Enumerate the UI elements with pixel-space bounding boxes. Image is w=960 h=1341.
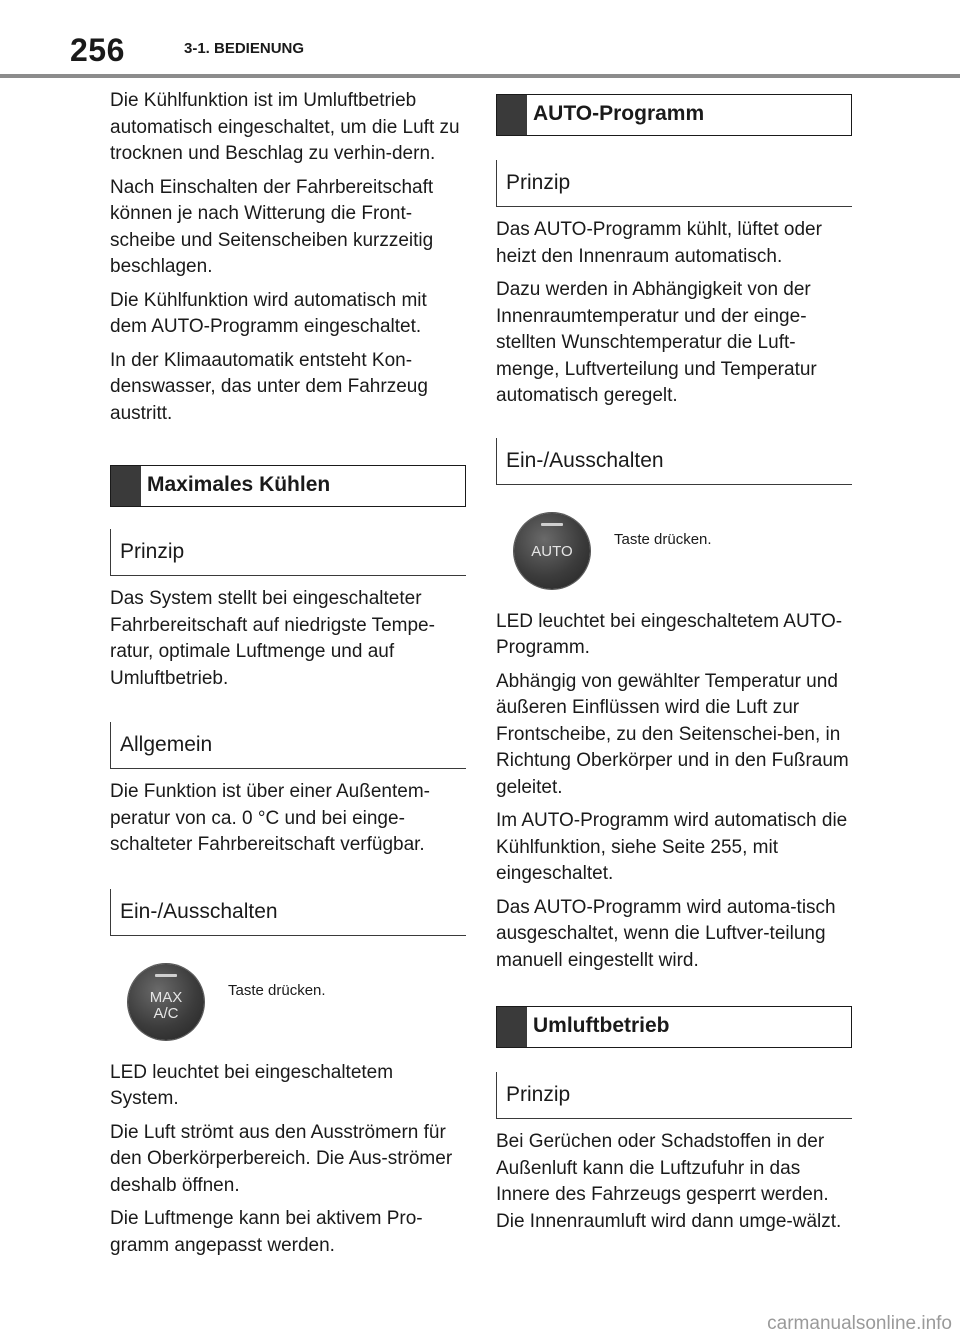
paragraph: Die Luftmenge kann bei aktivem Pro-gramm angepasst werden. xyxy=(110,1208,423,1256)
heading-bar xyxy=(497,1007,527,1047)
auto-button-icon xyxy=(514,513,590,589)
right-column xyxy=(496,88,852,1242)
subheading-block xyxy=(110,879,466,936)
watermark: carmanualsonline.info xyxy=(767,1313,952,1334)
subheading: Prinzip xyxy=(506,171,571,194)
subheading-block xyxy=(496,1062,852,1119)
heading-bar xyxy=(497,95,527,135)
heading-bar xyxy=(111,466,141,506)
button-caption: Taste drücken. xyxy=(228,981,326,999)
paragraph: In der Klimaautomatik entsteht Kon-denswasser, das unter dem Fahrzeug austritt. xyxy=(110,349,428,424)
section-heading-box xyxy=(496,1006,852,1048)
subheading: Ein-/Ausschalten xyxy=(506,448,664,472)
paragraph: Das AUTO-Programm wird automa-tisch ausgeschaltet, wenn die Luftver-teilung manuell eingestellt wird. xyxy=(496,896,836,971)
paragraph: LED leuchtet bei eingeschaltetem AUTO-Programm. xyxy=(496,610,843,658)
subheading-block xyxy=(496,428,852,485)
led-indicator xyxy=(541,523,563,526)
button-caption: Taste drücken. xyxy=(614,530,712,548)
subheading-rule xyxy=(110,889,111,935)
button-label: A/C xyxy=(153,1004,179,1022)
button-label: AUTO xyxy=(531,542,573,560)
button-illustration-row xyxy=(110,964,466,1054)
subheading-rule xyxy=(110,529,111,575)
paragraph: Bei Gerüchen oder Schadstoffen in der Außenluft kann die Luftzufuhr in das Innere des Fahrzeugs gesperrt werden. Die Innenraumluft wird dann umge-wälzt. xyxy=(496,1131,842,1232)
section-heading-box xyxy=(496,94,852,136)
subheading-block xyxy=(110,712,466,769)
subheading: Prinzip xyxy=(120,540,185,563)
paragraph: Die Luft strömt aus den Ausströmern für den Oberkörperbereich. Die Aus-strömer deshalb öffnen. xyxy=(110,1121,453,1196)
section-heading: Umluftbetrieb xyxy=(533,1014,670,1037)
subheading-rule xyxy=(496,438,497,484)
section-title: 3-1. BEDIENUNG xyxy=(184,40,305,57)
paragraph: Das AUTO-Programm kühlt, lüftet oder heizt den Innenraum automatisch. xyxy=(496,219,822,267)
paragraph: Dazu werden in Abhängigkeit von der Innenraumtemperatur und der einge-stellten Wunschtemperatur die Luft-menge, Luftverteilung und Temperatur automatisch geregelt. xyxy=(496,279,817,406)
page-header xyxy=(0,0,960,78)
paragraph: Die Funktion ist über einer Außentem-peratur von ca. 0 °C und bei einge-schalteter Fahrbereitschaft verfügbar. xyxy=(110,781,430,855)
paragraph: Nach Einschalten der Fahrbereitschaft können je nach Witterung die Front-scheibe und Seitenscheiben kurzzeitig beschlagen. xyxy=(110,176,434,277)
subheading: Ein-/Ausschalten xyxy=(120,899,278,923)
subheading-rule xyxy=(496,160,497,206)
led-indicator xyxy=(155,974,177,977)
paragraph: Die Kühlfunktion wird automatisch mit dem AUTO-Programm eingeschaltet. xyxy=(110,289,427,337)
page-number: 256 xyxy=(70,32,125,68)
paragraph: Das System stellt bei eingeschalteter Fahrbereitschaft auf niedrigste Tempe-ratur, optimale Luftmenge und auf Umluftbetrieb. xyxy=(110,588,435,689)
section-heading: Maximales Kühlen xyxy=(147,473,331,496)
subheading: Allgemein xyxy=(120,733,213,756)
subheading-rule xyxy=(110,722,111,768)
section-heading-box xyxy=(110,465,466,507)
subheading-rule xyxy=(496,1072,497,1118)
subheading: Prinzip xyxy=(506,1083,571,1106)
paragraph: Die Kühlfunktion ist im Umluftbetrieb automatisch eingeschaltet, um die Luft zu trocknen und Beschlag zu verhin-dern. xyxy=(110,90,460,164)
subheading-block xyxy=(110,519,466,576)
left-column xyxy=(110,88,466,1266)
header-rule xyxy=(0,74,960,78)
button-label: MAX xyxy=(149,988,183,1006)
button-illustration-row xyxy=(496,513,852,603)
max-ac-button-icon xyxy=(128,964,204,1040)
paragraph: Im AUTO-Programm wird automatisch die Kühlfunktion, siehe Seite 255, mit eingeschaltet. xyxy=(496,810,848,884)
paragraph: Abhängig von gewählter Temperatur und äußeren Einflüssen wird die Luft zur Frontscheibe, zu den Seitenschei-ben, in Richtung Oberkörper und in den Fußraum geleitet. xyxy=(496,670,849,798)
section-heading: AUTO-Programm xyxy=(533,102,705,125)
paragraph: LED leuchtet bei eingeschaltetem System. xyxy=(110,1061,394,1109)
subheading-block xyxy=(496,150,852,207)
